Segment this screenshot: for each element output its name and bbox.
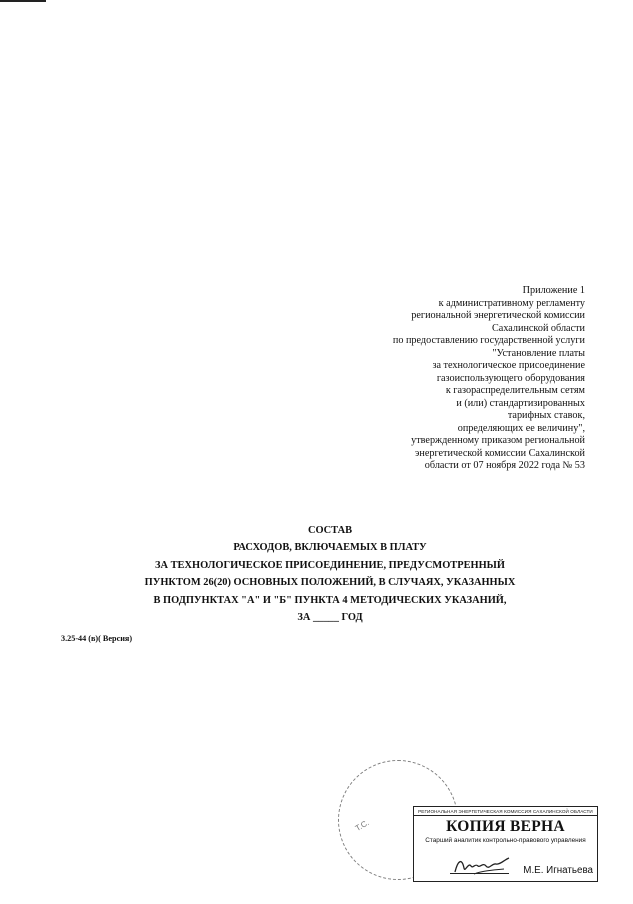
appendix-line: области от 07 ноября 2022 года № 53 [424,460,585,471]
appendix-line: тарифных ставок, [507,410,585,421]
certified-copy-stamp [413,806,598,882]
stamp-headline: КОПИЯ ВЕРНА [446,818,565,835]
appendix-line: "Установление платы [492,347,585,359]
appendix-line: энергетической комиссии Сахалинской [415,447,585,459]
appendix-header [325,285,585,473]
stamp-position: Старший аналитик контрольно-правового управления [425,837,586,844]
title-line: ЗА _____ ГОД [297,612,363,624]
form-code: 3.25-44 (в)( Версия) [61,634,133,643]
appendix-line: к административному регламенту [438,297,585,309]
title-line: СОСТАВ [307,525,353,536]
stamp-signer: М.Е. Игнатьева [523,865,593,876]
appendix-line: и (или) стандартизированных [456,397,585,409]
round-seal-icon: Т.С. [338,760,458,880]
title-line: РАСХОДОВ, ВКЛЮЧАЕМЫХ В ПЛАТУ [233,542,427,554]
appendix-line: по предоставлению государственной услуги [392,335,585,346]
handwritten-signature-icon [452,854,512,878]
appendix-line: газоиспользующего оборудования [436,372,585,384]
document-title [140,522,520,626]
appendix-line: Сахалинской области [492,322,585,334]
stamp-organization: РЕГИОНАЛЬНАЯ ЭНЕРГЕТИЧЕСКАЯ КОМИССИЯ САХАЛИНСКОЙ ОБЛАСТИ [414,807,597,816]
title-line: ПУНКТОМ 26(20) ОСНОВНЫХ ПОЛОЖЕНИЙ, В СЛУЧАЯХ, УКАЗАННЫХ [144,577,516,589]
appendix-line: к газораспределительным сетям [445,385,585,396]
appendix-line: за технологическое присоединение [432,360,585,371]
top-edge-mark [0,0,46,2]
appendix-line: Приложение 1 [522,285,585,296]
title-line: ЗА ТЕХНОЛОГИЧЕСКОЕ ПРИСОЕДИНЕНИЕ, ПРЕДУСМОТРЕННЫЙ [155,559,505,571]
signature-row [420,856,593,878]
appendix-line: утвержденному приказом региональной [411,435,585,446]
appendix-line: региональной энергетической комиссии [411,310,585,321]
appendix-line: определяющих ее величину", [457,422,585,434]
title-line: В ПОДПУНКТАХ "А" И "Б" ПУНКТА 4 МЕТОДИЧЕСКИХ УКАЗАНИЙ, [153,594,507,606]
